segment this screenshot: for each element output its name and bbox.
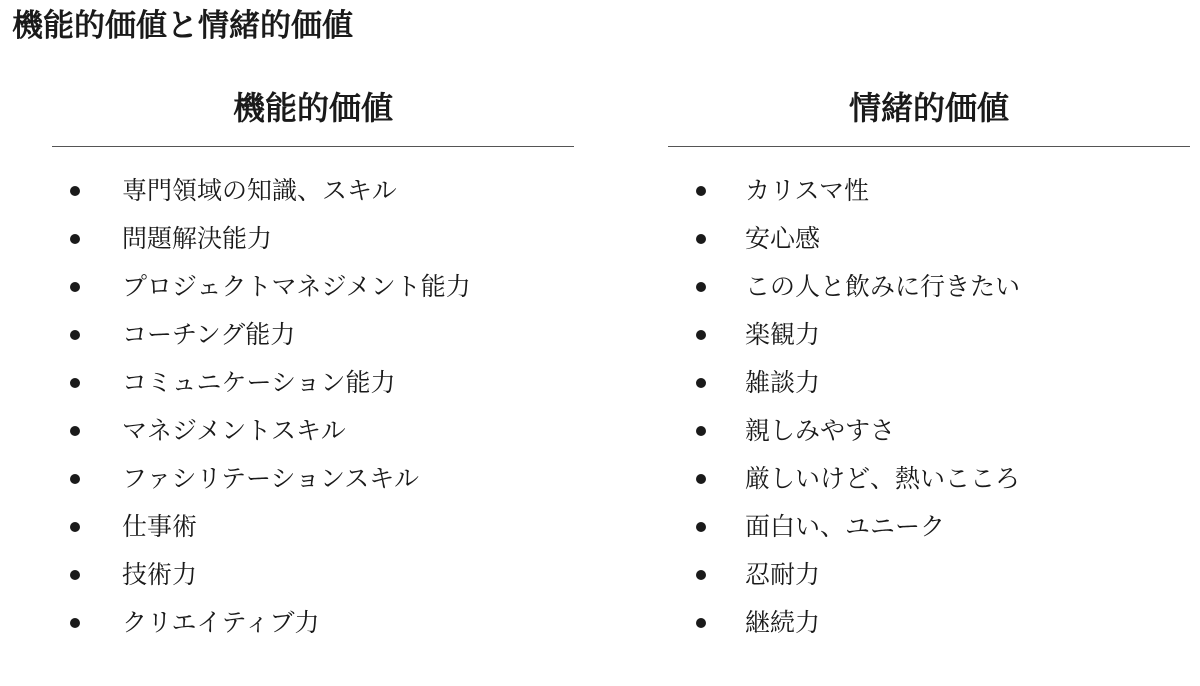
list-item bbox=[668, 407, 1190, 455]
list-item-label: この人と飲みに行きたい bbox=[745, 272, 1021, 301]
list-item bbox=[668, 263, 1190, 311]
bullet-icon bbox=[70, 234, 80, 244]
list-item bbox=[668, 311, 1190, 359]
functional-value-list bbox=[52, 167, 574, 647]
page-title: 機能的価値と情緒的価値 bbox=[12, 8, 353, 44]
functional-value-heading: 機能的価値 bbox=[232, 89, 393, 127]
list-item-label: 面白い、ユニーク bbox=[745, 512, 946, 541]
list-item-label: 親しみやすさ bbox=[745, 416, 896, 445]
emotional-divider bbox=[668, 146, 1190, 147]
list-item bbox=[668, 551, 1190, 599]
list-item-label: 安心感 bbox=[745, 224, 821, 253]
bullet-icon bbox=[696, 186, 706, 196]
list-item-label: ファシリテーションスキル bbox=[122, 464, 420, 493]
list-item-label: 仕事術 bbox=[122, 512, 198, 541]
list-item bbox=[668, 359, 1190, 407]
list-item bbox=[668, 455, 1190, 503]
list-item bbox=[52, 359, 574, 407]
bullet-icon bbox=[70, 186, 80, 196]
list-item-label: クリエイティブ力 bbox=[122, 608, 320, 637]
bullet-icon bbox=[70, 330, 80, 340]
bullet-icon bbox=[70, 378, 80, 388]
list-item bbox=[52, 407, 574, 455]
bullet-icon bbox=[696, 426, 706, 436]
list-item-label: 専門領域の知識、スキル bbox=[122, 176, 397, 205]
list-item-label: 問題解決能力 bbox=[122, 224, 273, 253]
bullet-icon bbox=[696, 330, 706, 340]
bullet-icon bbox=[696, 618, 706, 628]
list-item-label: 楽観力 bbox=[745, 320, 821, 349]
list-item-label: 雑談力 bbox=[745, 368, 821, 397]
emotional-value-column bbox=[668, 82, 1190, 647]
bullet-icon bbox=[70, 570, 80, 580]
bullet-icon bbox=[696, 282, 706, 292]
bullet-icon bbox=[696, 474, 706, 484]
list-item-label: 厳しいけど、熱いこころ bbox=[745, 464, 1021, 493]
list-item bbox=[52, 311, 574, 359]
list-item-label: コーチング能力 bbox=[122, 320, 296, 349]
bullet-icon bbox=[70, 426, 80, 436]
list-item bbox=[668, 167, 1190, 215]
bullet-icon bbox=[70, 474, 80, 484]
bullet-icon bbox=[696, 570, 706, 580]
bullet-icon bbox=[696, 522, 706, 532]
bullet-icon bbox=[70, 522, 80, 532]
bullet-icon bbox=[696, 378, 706, 388]
functional-divider bbox=[52, 146, 574, 147]
bullet-icon bbox=[70, 282, 80, 292]
functional-value-column bbox=[52, 82, 574, 647]
list-item bbox=[668, 215, 1190, 263]
list-item bbox=[52, 215, 574, 263]
bullet-icon bbox=[696, 234, 706, 244]
list-item bbox=[52, 599, 574, 647]
list-item-label: マネジメントスキル bbox=[122, 416, 346, 445]
list-item bbox=[52, 263, 574, 311]
list-item bbox=[668, 599, 1190, 647]
bullet-icon bbox=[70, 618, 80, 628]
list-item-label: カリスマ性 bbox=[745, 176, 870, 205]
list-item-label: 技術力 bbox=[122, 560, 198, 589]
list-item-label: 継続力 bbox=[745, 608, 821, 637]
list-item bbox=[52, 455, 574, 503]
list-item-label: 忍耐力 bbox=[745, 560, 821, 589]
list-item-label: プロジェクトマネジメント能力 bbox=[122, 272, 471, 301]
emotional-value-list bbox=[668, 167, 1190, 647]
list-item bbox=[668, 503, 1190, 551]
list-item-label: コミュニケーション能力 bbox=[122, 368, 396, 397]
list-item bbox=[52, 167, 574, 215]
list-item bbox=[52, 503, 574, 551]
emotional-value-heading: 情緒的価値 bbox=[848, 89, 1009, 127]
list-item bbox=[52, 551, 574, 599]
